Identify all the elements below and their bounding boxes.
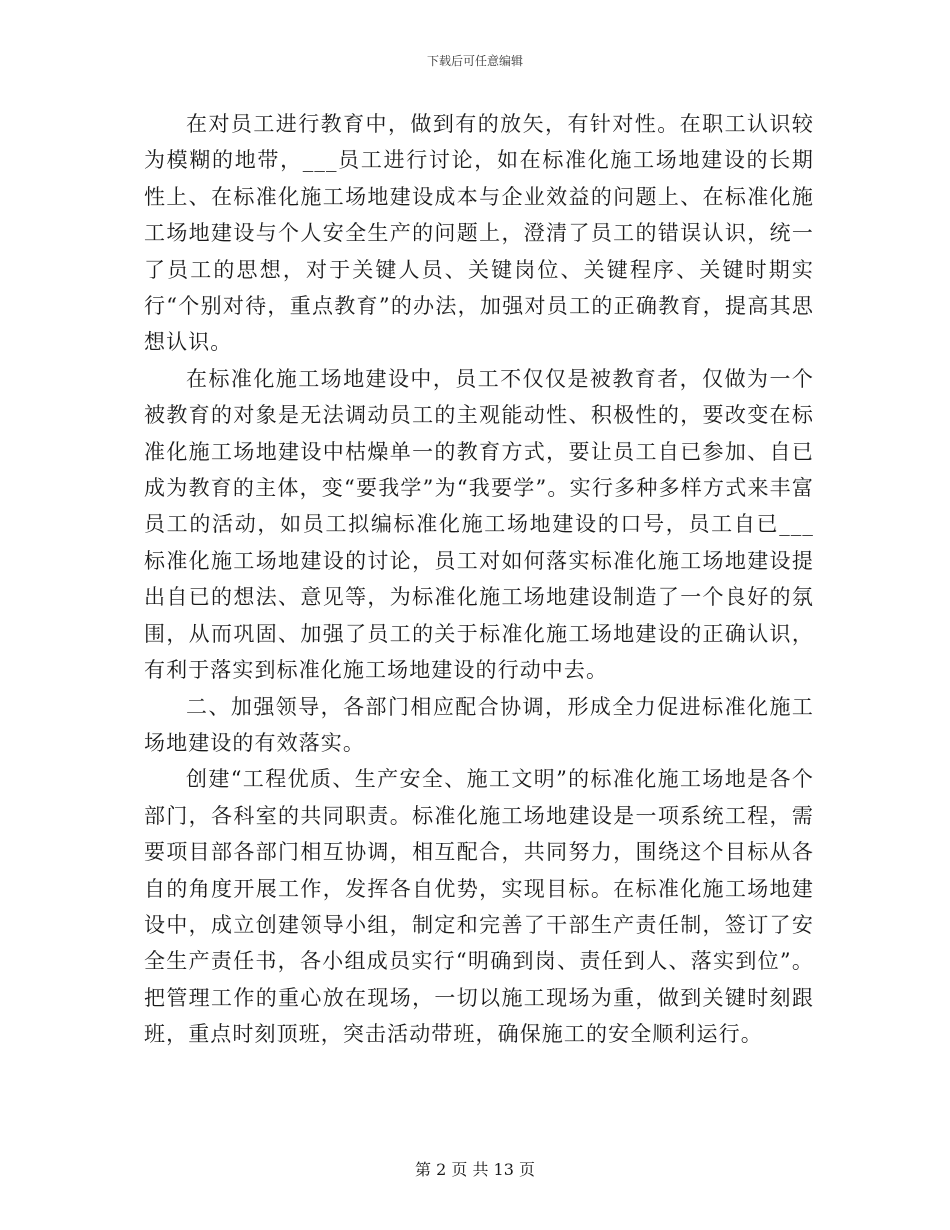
page-number: 第 2 页 共 13 页 [415,1160,535,1179]
page-header: 下载后可任意编辑 [426,54,523,68]
section-heading-leadership: 二、加强领导，各部门相应配合协调，形成全力促进标准化施工场地建设的有效落实。 [144,694,814,755]
paragraph-department-coordination: 创建“工程优质、生产安全、施工文明”的标准化施工场地是各个部门，各科室的共同职责。标准化施工场地建设是一项系统工程，需要项目部各部门相互协调，相互配合，共同努力，围绕这个目标从各自的角度开展工作，发挥各自优势，实现目标。在标准化施工场地建设中，成立创建领导小组，制定和完善了干部生产责任制，签订了安全生产责任书，各小组成员实行“明确到岗、责任到人、落实到位”。把管理工作的重心放在现场，一切以施工现场为重，做到关键时刻跟班，重点时刻顶班，突击活动带班，确保施工的安全顺利运行。 [144,767,814,1047]
paragraph-employee-education: 在对员工进行教育中，做到有的放矢，有针对性。在职工认识较为模糊的地带，___员工进行讨论，如在标准化施工场地建设的长期性上、在标准化施工场地建设成本与企业效益的问题上、在标准化施工场地建设与个人安全生产的问题上，澄清了员工的错误认识，统一了员工的思想，对于关键人员、关键岗位、关键程序、关键时期实行“个别对待，重点教育”的办法，加强对员工的正确教育，提高其思想认识。 [144,112,814,355]
paragraph-employee-participation: 在标准化施工场地建设中，员工不仅仅是被教育者，仅做为一个被教育的对象是无法调动员工的主观能动性、积极性的，要改变在标准化施工场地建设中枯燥单一的教育方式，要让员工自已参加、自已成为教育的主体，变“要我学”为“我要学”。实行多种多样方式来丰富员工的活动，如员工拟编标准化施工场地建设的口号，员工自已___标准化施工场地建设的讨论，员工对如何落实标准化施工场地建设提出自已的想法、意见等，为标准化施工场地建设制造了一个良好的氛围，从而巩固、加强了员工的关于标准化施工场地建设的正确认识，有利于落实到标准化施工场地建设的行动中去。 [144,366,814,683]
document-body [144,106,814,1053]
